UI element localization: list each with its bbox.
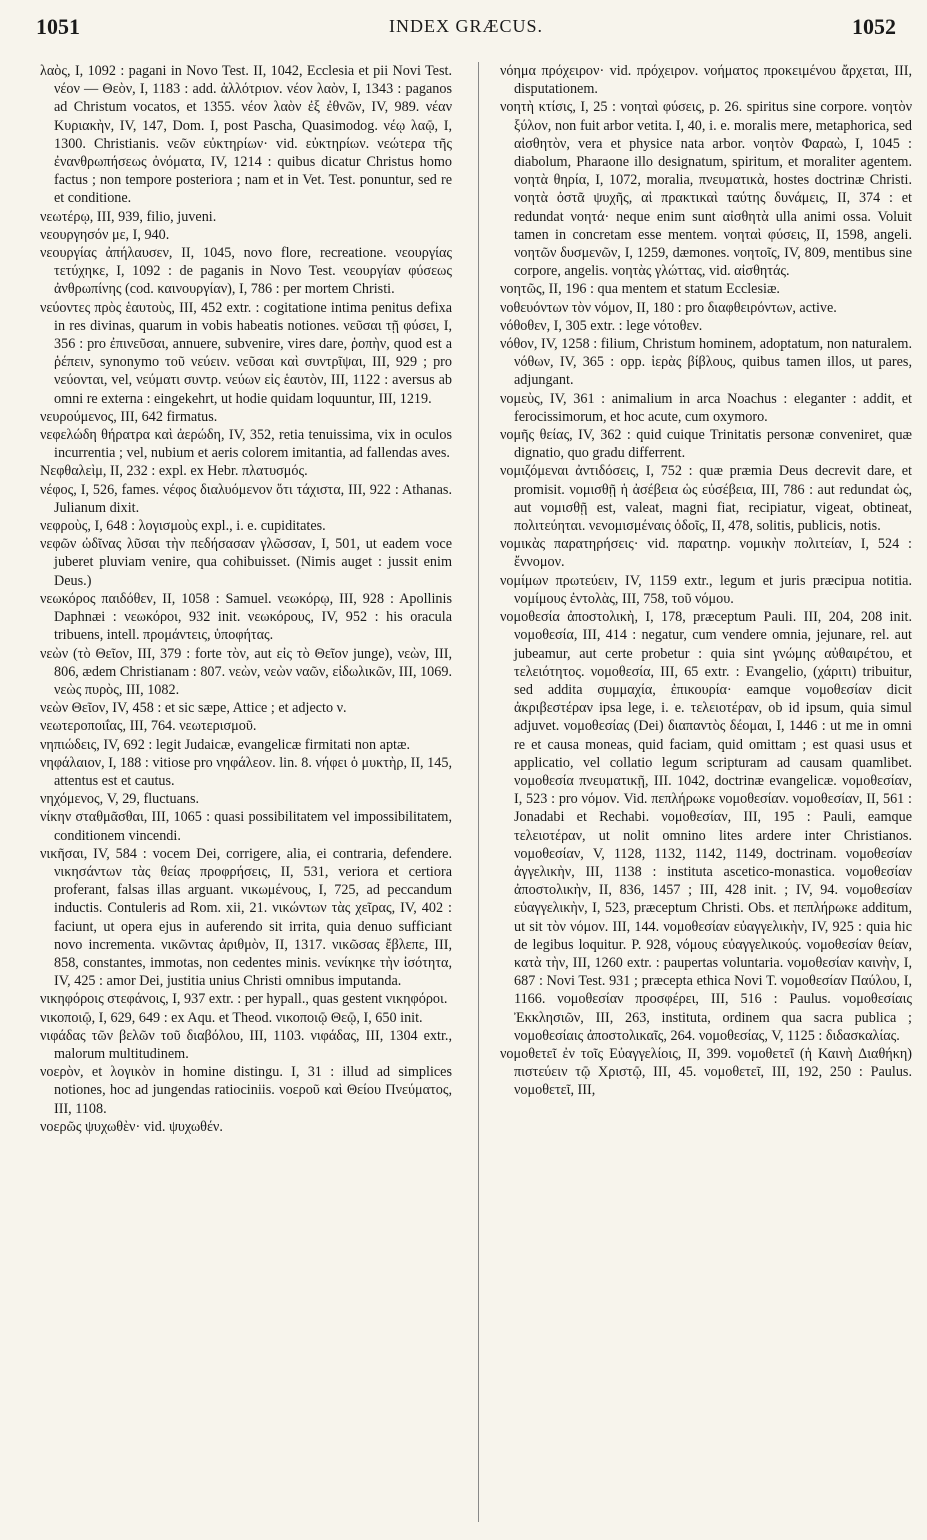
index-entry: νεουργησόν με, I, 940. — [40, 226, 170, 243]
index-entry: νομικὰς παρατηρήσεις· vid. παρατηρ. νομικὴν πολιτείαν, I, 524 : ἔννομον. — [500, 536, 912, 571]
index-entry: νοητῶς, II, 196 : qua mentem et statum Ecclesiæ. — [500, 281, 780, 298]
index-entry: νικηφόροις στεφάνοις, I, 937 extr. : per hypall., quas gestent νικηφόροι. — [40, 991, 448, 1008]
index-entry: νομεὺς, IV, 361 : animalium in arca Noachus : eleganter : addit, et ferocissimorum, et hoc acute, cum oxymoro. — [500, 390, 912, 425]
index-entry: νεφροὺς, I, 648 : λογισμοὺς expl., i. e. cupiditates. — [40, 518, 326, 535]
index-entry: νεύοντες πρὸς ἑαυτοὺς, III, 452 extr. : cogitatione intima penitus defixa in res divinas, quarum in vobis habeatis notiones. νεῦσαι τῇ φύσει, I, 356 : pro ἐπινεῦσαι, annuere, subvenire, vires dare, ῥοπὴν, quod est a ῥέπειν, synonymo τοῦ νεύειν. νεῦσαι καὶ συντρῖψαι, III, 929 ; pro νεύονται, vel, νεύματι συντρ. νεύων εἰς ἑαυτὸν, III, 1122 : aversus ab omni re externa : eingekehrt, ut hodie quidam loquuntur, III, 1219. — [40, 299, 452, 407]
index-entry: νομοθετεῖ ἐν τοῖς Εὐαγγελίοις, II, 399. νομοθετεῖ (ἡ Καινὴ Διαθήκη) πιστεύειν τῷ Χριστῷ, III, 45. νομοθετεῖ, III, 192, 250 : Paulus. νομοθετεῖ, III, — [500, 1045, 912, 1099]
index-entry: νοητὴ κτίσις, I, 25 : νοηταὶ φύσεις, p. 26. spiritus sine corpore. νοητὸν ξύλον, non fuit arbor vetita. I, 40, i. e. moralis mere, metaphorica, sed αἰσθητὸν, vera et physice nata arbor. νοητὸν Φαραὼ, I, 1045 : diabolum, Pharaone illo designatum, spiritum, et moraliter agentem. νοητὰ θηρία, I, 1072, moralia, πνευματικὰ, hostes doctrinæ Christi. νοητὰ ὀστᾶ ψυχῆς, αἱ πρακτικαὶ ταύτης δυνάμεις, II, 374 : et redundat νοητά· neque enim sunt αἰσθητὰ ulla animi ossa. Voluit tamen in concretam esse mentem. νοηταὶ φύσεις, II, 1598, angeli. νοητῶν δυσμενῶν, I, 1259, dæmones. νοητοῖς, IV, 809, mentibus sine corpore, angelis. νοητὰς γλώττας, vid. αἰσθητάς. — [500, 99, 912, 280]
left-column — [40, 62, 452, 1522]
page-number-left: 1051 — [36, 14, 80, 39]
index-entry: νεφελώδη θήρατρα καὶ ἀερώδη, IV, 352, retia tenuissima, vix in oculos incurrentia ; vel, nubium et aeris colorem imitantia, ad fallendas aves. — [40, 427, 452, 462]
index-entry: νομῆς θείας, IV, 362 : quid cuique Trinitatis personæ conveniret, quæ dignatio, quo gradu differrent. — [500, 427, 912, 462]
index-entry: νεωκόρος παιδόθεν, II, 1058 : Samuel. νεωκόρῳ, III, 928 : Apollinis Daphnæi : νεωκόροι, 932 init. νεωκόρους, IV, 952 : his oracula tribuens, intell. προμάντεις, ὑποφήτας. — [40, 590, 452, 644]
index-entry: νίκην σταθμᾶσθαι, III, 1065 : quasi possibilitatem vel impossibilitatem, conditionem vincendi. — [40, 809, 452, 844]
page-header — [36, 14, 896, 48]
index-entry: νεφῶν ὠδῖνας λῦσαι τὴν πεδήσασαν γλῶσσαν, I, 501, ut eadem voce juberet pluviam venire, qua cohibuisset. (Nimis auget : jussit enim Deus.) — [40, 536, 452, 589]
index-entry: νεὼν (τὸ Θεῖον, III, 379 : forte τὸν, aut εἰς τὸ Θεῖον junge), νεὼν, III, 806, ædem Christianam : 807. νεὼν, νεὼν ναῶν, εἰδωλικῶν, III, 1069. νεὼς πυρὸς, III, 1082. — [40, 645, 452, 698]
column-divider — [478, 62, 479, 1522]
index-entry: νόθον, IV, 1258 : filium, Christum hominem, adoptatum, non naturalem. νόθων, IV, 365 : opp. ἱερὰς βίβλους, quibus tamen illos, ut pares, adjungant. — [500, 336, 912, 389]
index-entry: νομοθεσία ἀποστολικὴ, I, 178, præceptum Pauli. III, 204, 208 init. νομοθεσία, III, 414 : negatur, cum vendere omnia, jejunare, rel. aut jubeamur, aut certe probetur : quia sint γνώμης αὐθαιρέτου, et τελειότητος. νομοθεσία, III, 65 extr. : Evangelio, (χάριτι) tribuitur, sed addita συμμαχία, ἐπικουρία· eamque νομοθεσίαν dicit ἀκριβεστέραν ipsa lege, i. e. τελειοτέραν, ob id ipsum, quia simul adjuvet. νομοθεσίας (Dei) διαπαντὸς δέομαι, I, 1446 : ut me in omni re et causa moneas, quid faciam, quid omittam ; est quasi usus et applicatio, vel collatio legum scripturam ad causam quamlibet. νομοθεσία πνευματικῇ, III. 1042, doctrinæ evangelicæ. νομοθεσίαν, I, 523 : pro νόμον. Vid. πεπλήρωκε νομοθεσίαν. νομοθεσίαν, II, 561 : Jonadabi et Rechabi. νομοθεσίαν, III, 195 : Pauli, eamque τελειοτέραν, ut nolit omnino lites ardere inter Christianos. νομοθεσίαν, V, 1128, 1132, 1142, 1149, doctrinam. νομοθεσίαν ἀγγελικὴν, III, 1138 : instituta ascetico-monastica. νομοθεσίαν ἀποστολικὴν, II, 836, 1457 ; III, 428 init. ; IV, 94. νομοθεσίαν εὐαγγελικὴν, I, 523, præceptum Christi. Obs. et πεπλήρωκε additum, ut sit τὸν νόμον. III, 144. νομοθεσίαν εὐαγγελικὴν, IV, 925 : quia hic de legibus loquitur. P. 928, νόμους εὐαγγελικούς. νομοθεσίαν θείαν, κατὰ τὴν, III, 1260 extr. : paupertas voluntaria. νομοθεσίαν καινὴν, I, 687 : Novi Test. 931 ; præcepta ethica Novi T. νομοθεσίαν Παύλου, I, 1166. νομοθεσίαν προσφέρει, III, 516 : Paulus. νομοθεσίαις Ἐκκλησιῶν, III, 263, instituta, ordinem qua sacra publica ; νομοθεσίαις ἀποστολικαῖς, 264. νομοθεσίας, V, 1125 : διδασκαλίας. — [500, 609, 912, 1044]
index-entry: νεωτέρῳ, III, 939, filio, juveni. — [40, 208, 217, 225]
index-entry: νηπιώδεις, IV, 692 : legit Judaicæ, evangelicæ firmitati non aptæ. — [40, 736, 411, 753]
page-number-right: 1052 — [852, 14, 896, 39]
index-entry: νεὼν Θεῖον, IV, 458 : et sic sæpe, Attice ; et adjecto ν. — [40, 700, 347, 717]
index-entry: νιφάδας τῶν βελῶν τοῦ διαβόλου, III, 1103. νιφάδας, III, 1304 extr., malorum multitudinem. — [40, 1027, 452, 1062]
index-entry: νικοποιῷ, I, 629, 649 : ex Aqu. et Theod. νικοποιῷ Θεῷ, I, 650 init. — [40, 1009, 423, 1026]
index-entry: νόημα πρόχειρον· vid. πρόχειρον. νοήματος προκειμένου ἄρχεται, III, disputationem. — [500, 63, 912, 98]
right-column — [500, 62, 912, 1522]
index-entry: νομίμων πρωτεύειν, IV, 1159 extr., legum et juris præcipua notitia. νομίμους ἐντολὰς, III, 758, τοῦ νόμου. — [500, 572, 912, 607]
index-entry: νέφος, I, 526, fames. νέφος διαλυόμενον ὅτι τάχιστα, III, 922 : Athanas. Julianum dixit. — [40, 481, 452, 516]
index-entry: νόθοθεν, I, 305 extr. : lege νότοθεν. — [500, 317, 703, 334]
index-entry: νηχόμενος, V, 29, fluctuans. — [40, 791, 200, 808]
index-entry: Νεφθαλεὶμ, II, 232 : expl. ex Hebr. πλατυσμός. — [40, 463, 308, 480]
index-entry: νοερῶς ψυχωθὲν· vid. ψυχωθέν. — [40, 1118, 223, 1135]
index-entry: λαὸς, I, 1092 : pagani in Novo Test. II, 1042, Ecclesia et pii Novi Test. νέον — Θεὸν, I, 1183 : add. ἀλλότριον. νέον λαὸν, I, 1343 : paganos ad Christum vocatos, et 1355. νέον λαὸν ἐξ ἐθνῶν, IV, 989. νέαν Κυριακὴν, IV, 147, Dom. I, post Pascha, Quasimodog. νέῳ λαῷ, I, 1300. Christianis. νεῶν εὐκτηρίων· vid. εὐκτηρίων. νεώτερα τῆς ἐνανθρωπήσεως ὀνόματα, IV, 1214 : quibus dicatur Christus homo factus ; non tempore posteriora ; nam et in Vet. Test. ponuntur, sed re et conditione. — [40, 63, 452, 207]
running-title: INDEX GRÆCUS. — [388, 16, 543, 36]
index-entry: νικῆσαι, IV, 584 : vocem Dei, corrigere, alia, ei contraria, defendere. νικησάντων τὰς θείας προφρήσεις, II, 531, veriora et certiora proferant, falsas illas arguant. νικωμένους, I, 725, ad peccandum inductis. Contuleris ad Rom. xii, 21. νικώντων τὰς χεῖρας, IV, 402 : faciunt, ut opera ejus in auferendo sit irrita, quia denuo sufficiant novo incrementa. νικῶντας ἀριθμὸν, II, 1317. νικῶσας ἔβλεπε, III, 858, constantes, immotas, non cedentes minis. νενίκηκε τὴν ἰσότητα, IV, 425 : amor Dei, justitia unius Christi omnibus imputanda. — [40, 845, 452, 990]
index-entry: νοερὸν, et λογικὸν in homine distingu. I, 31 : illud ad simplices notiones, hoc ad jungendas ratiociniis. νοεροῦ καὶ Θείου Πνεύματος, III, 1108. — [40, 1064, 452, 1117]
index-entry: νεωτεροποιΐας, III, 764. νεωτερισμοῦ. — [40, 718, 257, 735]
index-entry: νεουργίας ἀπήλαυσεν, II, 1045, novo flore, recreatione. νεουργίας τετύχηκε, I, 1092 : de paganis in Novo Test. νεουργίαν φύσεως ἀνθρωπίνης (cod. καινουργίαν), I, 786 : per mortem Christi. — [40, 245, 452, 298]
index-entry: νοθευόντων τὸν νόμον, II, 180 : pro διαφθειρόντων, active. — [500, 299, 837, 316]
index-entry: νομιζόμεναι ἀντιδόσεις, I, 752 : quæ præmia Deus decrevit dare, et promisit. νομισθῇ ἡ ἀσέβεια ὡς εὐσέβεια, III, 786 : aut redundat ὡς, aut νομισθῇ est, valeat, magni fiat, recipiatur, vigeat, obtineat, πολιτεύηται. νενομισμέναις ὁδοῖς, II, 478, solitis, publicis, notis. — [500, 463, 912, 535]
index-entry: νευρούμενος, III, 642 firmatus. — [40, 408, 218, 425]
index-entry: νηφάλαιον, I, 188 : vitiose pro νηφάλεον. lin. 8. νήφει ὁ μυκτὴρ, II, 145, attentus est et cautus. — [40, 754, 452, 789]
